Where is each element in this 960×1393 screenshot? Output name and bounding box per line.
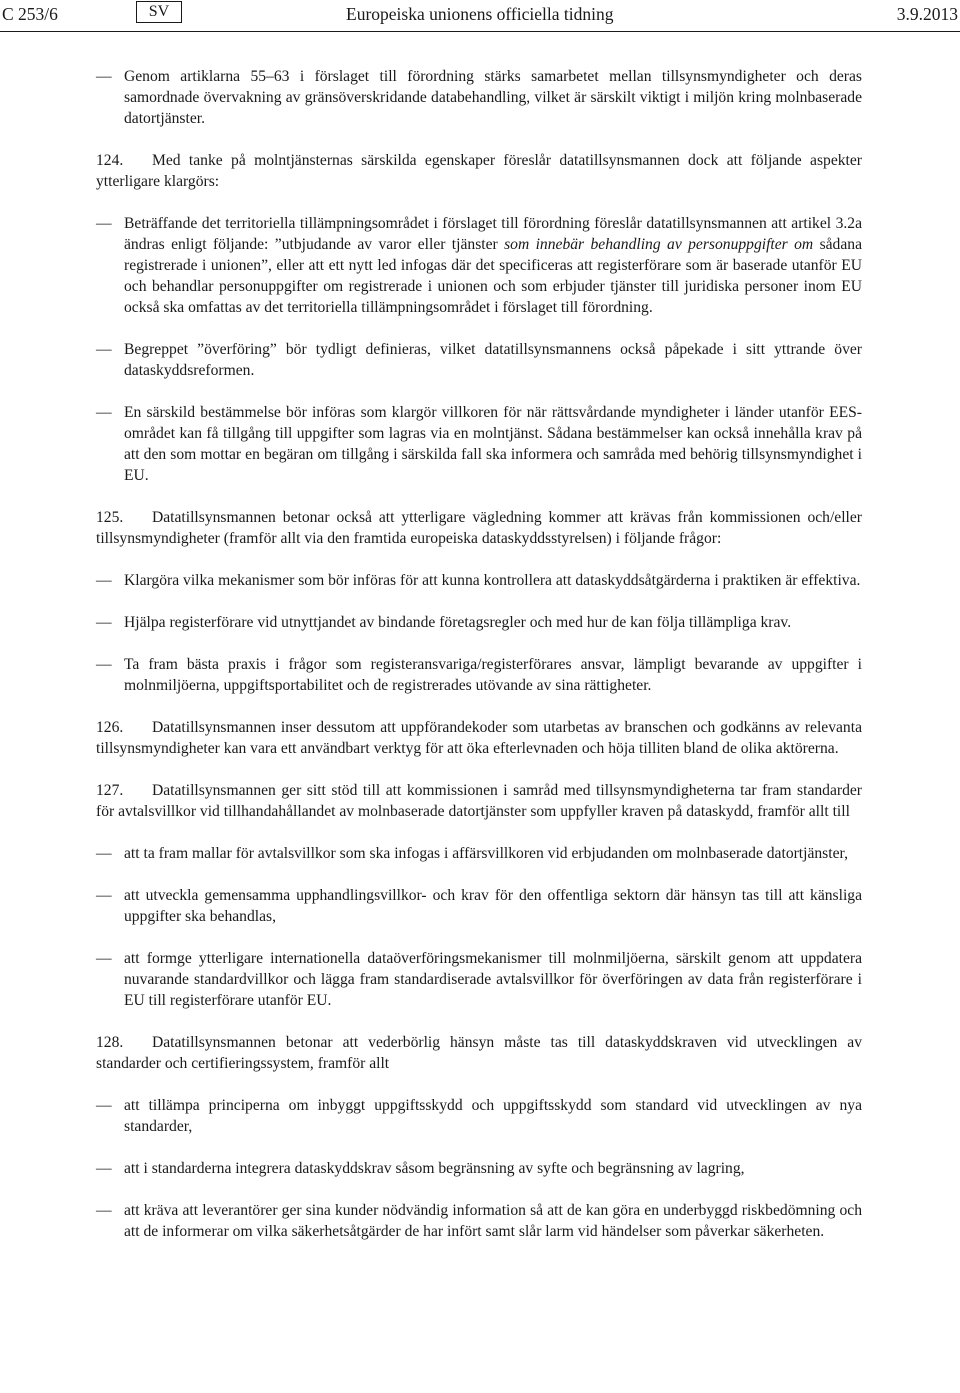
list-item [96,402,862,486]
paragraph-text: Datatillsynsmannen betonar också att ytterligare vägledning kommer att krävas från kommissionen och/eller tillsynsmyndigheter (framför allt via den framtida europeiska dataskyddsstyrelsen) i följande frågor: [96,509,862,547]
dash-marker: — [96,404,112,421]
dash-marker: — [96,1160,112,1177]
paragraph-127 [96,780,862,822]
dash-marker: — [96,1202,112,1219]
dash-marker: — [96,1097,112,1114]
header-rule [0,31,960,32]
list-item-text: Genom artiklarna 55–63 i förslaget till förordning stärks samarbetet mellan tillsynsmyndigheter och deras samordnade övervakning av gränsöverskridande databehandling, vilket är särskilt viktigt i miljön kring molnbaserade datortjänster. [124,68,862,127]
list-item [96,570,862,591]
language-badge: SV [136,1,182,23]
document-body [96,66,862,1242]
list-item [96,1200,862,1242]
paragraph-text: Datatillsynsmannen betonar att vederbörlig hänsyn måste tas till dataskyddskraven vid utvecklingen av standarder och certifieringssystem, framför allt [96,1034,862,1072]
paragraph-number: 126. [96,719,124,736]
list-item [96,213,862,318]
list-item [96,1158,862,1179]
list-item-text: att formge ytterligare internationella dataöverföringsmekanismer till molnmiljöerna, särskilt genom att uppdatera nuvarande standardvillkor och lägga fram standardiserade avtalsvillkor för överföringen av data från registerförare i EU till registerförare utanför EU. [124,950,862,1009]
paragraph-124 [96,150,862,192]
list-item-text: att kräva att leverantörer ger sina kunder nödvändig information så att de kan göra en underbyggd riskbedömning och att de informerar om vilka säkerhetsåtgärder de har infört samt slår larm vid händelser som påverkar säkerheten. [124,1202,862,1240]
list-item [96,885,862,927]
dash-marker: — [96,215,112,232]
page-number: C 253/6 [2,4,58,24]
list-item-text: Klargöra vilka mekanismer som bör införas för att kunna kontrollera att dataskyddsåtgärderna i praktiken är effektiva. [124,572,861,589]
list-item [96,1095,862,1137]
paragraph-number: 125. [96,509,124,526]
page-header [0,1,960,27]
list-item [96,948,862,1011]
list-item [96,843,862,864]
list-item-text: Ta fram bästa praxis i frågor som registeransvariga/registerförares ansvar, lämpligt bevarande av uppgifter i molnmiljöerna, uppgiftsportabilitet och de registrerades utövande av sina rättigheter. [124,656,862,694]
paragraph-number: 127. [96,782,124,799]
list-item-text: Begreppet ”överföring” bör tydligt definieras, vilket datatillsynsmannens också påpekade i sitt yttrande över dataskyddsreformen. [124,341,862,379]
paragraph-text: Datatillsynsmannen ger sitt stöd till att kommissionen i samråd med tillsynsmyndigheterna tar fram standarder för avtalsvillkor vid tillhandahållandet av molnbaserade datortjänster som uppfyller kraven på dataskydd, framför allt till [96,782,862,820]
paragraph-128 [96,1032,862,1074]
paragraph-text: Datatillsynsmannen inser dessutom att uppförandekoder som utarbetas av branschen och godkänns av relevanta tillsynsmyndigheter kan vara ett användbart verktyg för att öka efterlevnaden och höja tilliten bland de olika aktörerna. [96,719,862,757]
dash-marker: — [96,614,112,631]
dash-marker: — [96,656,112,673]
list-item [96,612,862,633]
paragraph-text: Med tanke på molntjänsternas särskilda egenskaper föreslår datatillsynsmannen dock att följande aspekter ytterligare klargörs: [96,152,862,190]
list-item [96,339,862,381]
list-item-text: En särskild bestämmelse bör införas som klargör villkoren för när rättsvårdande myndigheter i länder utanför EES-området kan få tillgång till uppgifter som lagras via en molntjänst. Sådana bestämmelser kan också innehålla krav på att den som mottar en begäran om tillgång i särskilda fall ska informera och samråda med behörig tillsynsmyndighet i EU. [124,404,862,484]
dash-marker: — [96,572,112,589]
paragraph-number: 128. [96,1034,124,1051]
publication-date: 3.9.2013 [896,4,958,24]
italic-text: som innebär behandling av personuppgifter om [504,236,814,253]
list-item-text: Beträffande det territoriella tillämpningsområdet i förslaget till förordning föreslår datatillsynsmannen att artikel 3.2a ändras enligt följande: ”utbjudande av varor eller tjänster [124,215,862,253]
list-item-text: att utveckla gemensamma upphandlingsvillkor- och krav för den offentliga sektorn där hänsyn tas till att känsliga uppgifter ska behandlas, [124,887,862,925]
list-item-text: Hjälpa registerförare vid utnyttjandet av bindande företagsregler och med hur de kan följa tillämpliga krav. [124,614,792,631]
list-item-text: att tillämpa principerna om inbyggt uppgiftsskydd och uppgiftsskydd som standard vid utvecklingen av nya standarder, [124,1097,862,1135]
paragraph-125 [96,507,862,549]
list-item-text: sådana registrerade i unionen”, eller att ett nytt led infogas där det specificeras att registerförare som är baserade utanför EU och behandlar personuppgifter om registrerade i unionen och som erbjuder tjänster till juridiska personer inom EU också ska omfattas av det territoriella tillämpningsområdet i förslaget till förordning. [124,236,862,316]
list-item-text: att ta fram mallar för avtalsvillkor som ska infogas i affärsvillkoren vid erbjudanden om molnbaserade datortjänster, [124,845,848,862]
journal-title: Europeiska unionens officiella tidning [346,4,614,24]
list-item [96,66,862,129]
list-item-text: att i standarderna integrera dataskyddskrav såsom begränsning av syfte och begränsning av lagring, [124,1160,745,1177]
dash-marker: — [96,950,112,967]
dash-marker: — [96,68,112,85]
dash-marker: — [96,341,112,358]
list-item [96,654,862,696]
dash-marker: — [96,887,112,904]
paragraph-126 [96,717,862,759]
paragraph-number: 124. [96,152,124,169]
dash-marker: — [96,845,112,862]
